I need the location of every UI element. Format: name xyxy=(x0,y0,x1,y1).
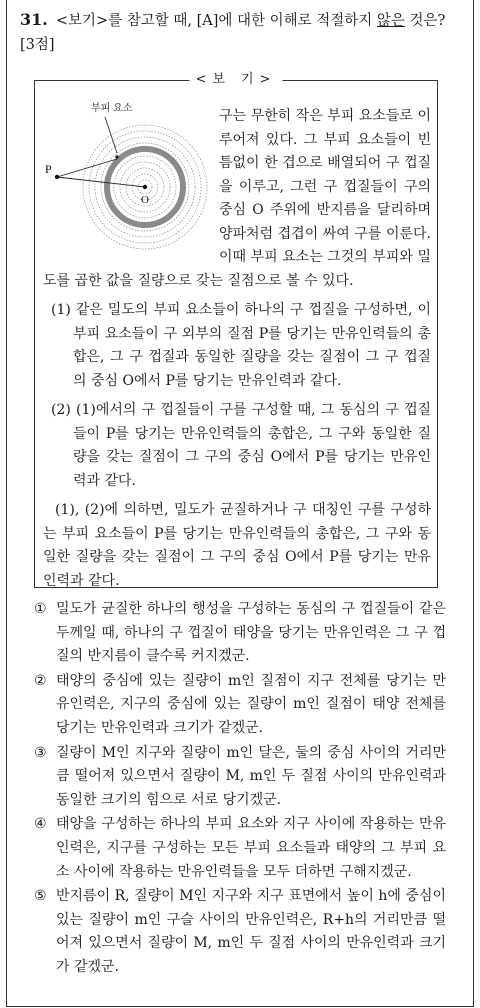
question-stem xyxy=(20,8,460,57)
question-number: 31. xyxy=(20,10,48,29)
bogi-intro: 구는 무한히 작은 부피 요소들로 이루어져 있다. 그 부피 요소들이 빈틈없이 한 겹으로 배열되어 구 껍질을 이루고, 그런 구 껍질들이 구의 중심 O 주위에 반지름을 달리하며 양파처럼 겹겹이 싸여 구를 이룬다. 이때 부피 요소는 그것의 부피와 밀도를 곱한 값을 질량으로 갖는 질점으로 볼 수 있다. xyxy=(43,108,431,289)
p-label: P xyxy=(45,162,52,176)
bogi-title: <보 기> xyxy=(189,72,282,88)
choice-number: ⑤ xyxy=(34,888,47,905)
question-text: <보기>를 참고할 때, [A]에 대한 이해로 적절하지 xyxy=(55,13,377,29)
choice-text: 밀도가 균질한 하나의 행성을 구성하는 동심의 구 껍질들이 같은 두께일 때, 하나의 구 껍질이 태양을 당기는 만유인력은 그 구 껍질의 반지름이 클수록 커지겠군. xyxy=(56,601,446,665)
bogi-item-1: (1) 같은 밀도의 부피 요소들이 하나의 구 껍질을 구성하면, 이 부피 요소들이 구 외부의 질점 P를 당기는 만유인력들의 총합은, 그 구 껍질과 동일한 질량을 갖는 질점이 그 구 껍질의 중심 O에서 P를 당기는 만유인력과 같다. xyxy=(51,302,431,389)
bogi-conclusion: (1), (2)에 의하면, 밀도가 균질하거나 구 대칭인 구를 구성하는 부피 요소들이 P를 당기는 만유인력들의 총합은, 그 구와 동일한 질량을 갖는 질점이 그 구의 중심 O에서 P를 당기는 만유인력과 같다. xyxy=(43,502,431,589)
choice-2[interactable] xyxy=(34,670,446,741)
question-text-end: 것은? [3점] xyxy=(20,13,446,53)
volume-element-label: 부피 요소 xyxy=(91,103,133,114)
choice-4[interactable] xyxy=(34,813,446,884)
choice-text: 태양을 구성하는 하나의 부피 요소와 지구 사이에 작용하는 만유인력은, 지구를 구성하는 모든 부피 요소들과 태양의 그 부피 요소 사이에 작용하는 만유인력들을 모두 더하면 구해지겠군. xyxy=(56,816,446,880)
o-label: O xyxy=(141,194,149,206)
choice-3[interactable] xyxy=(34,742,446,813)
choice-text: 반지름이 R, 질량이 M인 지구와 지구 표면에서 높이 h에 중심이 있는 질량이 m인 구슬 사이의 만유인력은, R+h의 거리만큼 떨어져 있으면서 질량이 M, m인 두 질점 사이의 만유인력과 크기가 같겠군. xyxy=(56,888,446,975)
bogi-box xyxy=(34,72,438,589)
choice-number: ③ xyxy=(34,744,47,761)
question-underlined-text: 않은 xyxy=(376,13,405,29)
choice-text: 질량이 M인 지구와 질량이 m인 달은, 둘의 중심 사이의 거리만큼 떨어져 있으면서 질량이 M, m인 두 질점 사이의 만유인력과 동일한 크기의 힘으로 서로 당기겠군. xyxy=(56,744,446,808)
bogi-text xyxy=(43,105,431,593)
choice-text: 태양의 중심에 있는 질량이 m인 질점이 지구 전체를 당기는 만유인력은, 지구의 중심에 있는 질량이 m인 질점이 태양 전체를 당기는 만유인력과 크기가 같겠군. xyxy=(56,672,446,736)
bogi-item-2: (2) (1)에서의 구 껍질들이 구를 구성할 때, 그 동심의 구 껍질들이 P를 당기는 만유인력들의 총합은, 그 구와 동일한 질량을 갖는 질점이 그 구의 중심 O에서 P를 당기는 만유인력과 같다. xyxy=(51,402,431,489)
choice-number: ① xyxy=(34,601,47,617)
answer-choices xyxy=(34,598,446,981)
choice-number: ② xyxy=(34,672,47,689)
choice-5[interactable] xyxy=(34,885,446,979)
choice-1[interactable] xyxy=(34,598,446,669)
choice-number: ④ xyxy=(34,816,47,833)
